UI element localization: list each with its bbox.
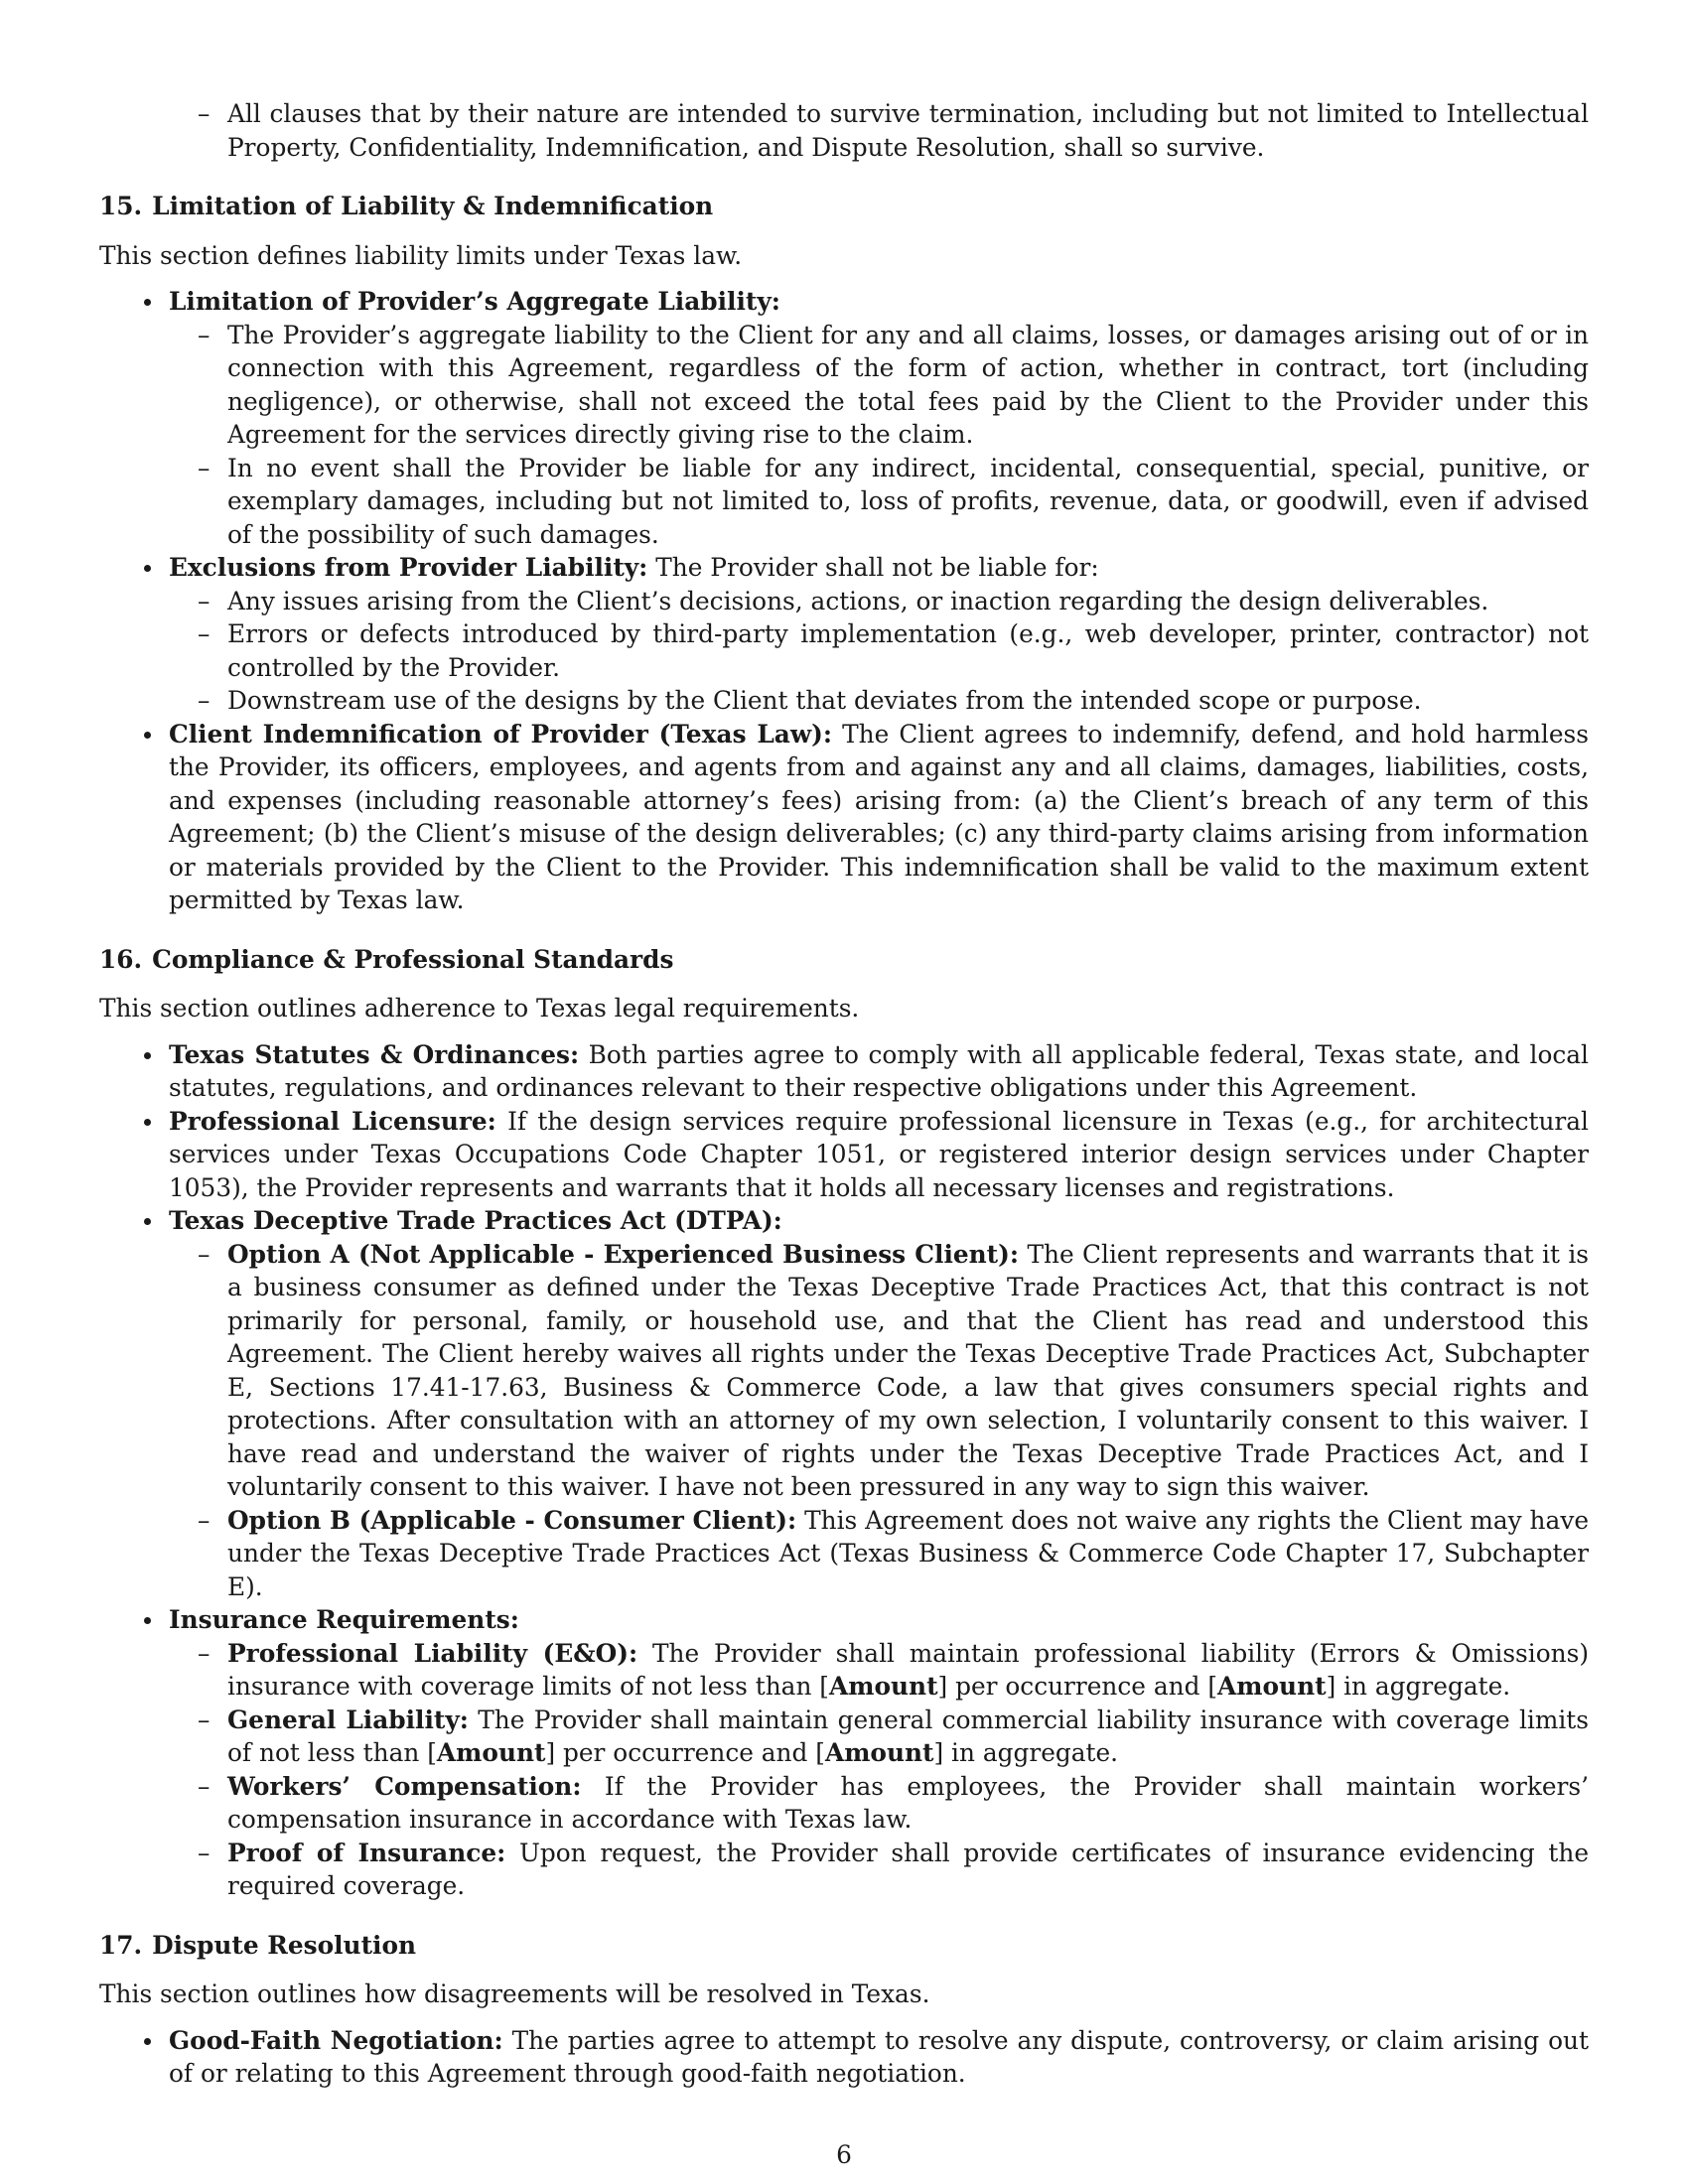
section-15-intro: This section defines liability limits under Texas law. xyxy=(99,240,743,270)
section-17-list xyxy=(99,2024,1589,2091)
item-label: Professional Licensure: xyxy=(169,1106,496,1136)
option-text: The Client represents and warrants that it is a business consumer as defined under the Texas Deceptive Trade Practices Act, that this contract is not primarily for personal, family, or household use, and that the Client has read and understood this Agreement. The Client hereby waives all rights under the Texas Deceptive Trade Practices Act, Subchapter E, Sections 17.41-17.63, Business & Commerce Code, a law that gives consumers special rights and protections. After consultation with an attorney of my own selection, I voluntarily consent to this waiver. I have read and understand the waiver of rights under the Texas Deceptive Trade Practices Act, and I voluntarily consent to this waiver. I have not been pressured in any way to sign this waiver. xyxy=(227,1239,1589,1501)
list-item xyxy=(169,551,1589,718)
section-16-heading xyxy=(99,943,1589,977)
sub-list xyxy=(169,1238,1589,1604)
insurance-text: The Provider shall maintain general commercial liability insurance with coverage limits of not less than [ xyxy=(227,1705,1589,1767)
section-title: Compliance & Professional Standards xyxy=(152,944,674,974)
list-item xyxy=(169,1603,1589,1903)
item-text: Both parties agree to comply with all applicable federal, Texas state, and local statutes, regulations, and ordinances relevant to their respective obligations under this Agreement. xyxy=(169,1039,1589,1102)
list-item xyxy=(169,1204,1589,1603)
insurance-text: Upon request, the Provider shall provide certificates of insurance evidencing the required coverage. xyxy=(227,1838,1589,1900)
item-label: Exclusions from Provider Liability: xyxy=(169,553,648,582)
item-label: Insurance Requirements: xyxy=(169,1605,519,1634)
item-label: Texas Statutes & Ordinances: xyxy=(169,1039,580,1069)
sub-item xyxy=(227,1704,1589,1770)
option-label: Option B (Applicable - Consumer Client): xyxy=(227,1505,797,1535)
sub-item: – Any issues arising from the Client’s decisions, actions, or inaction regarding the design deliverables. xyxy=(227,585,1589,618)
sub-list xyxy=(169,585,1589,718)
item-label: Texas Deceptive Trade Practices Act (DTPA): xyxy=(169,1206,782,1235)
item-label: Client Indemnification of Provider (Texas Law): xyxy=(169,719,833,749)
item-text: The Provider shall not be liable for: xyxy=(655,553,1099,582)
section-15-heading xyxy=(99,190,1589,223)
insurance-text: ] in aggregate. xyxy=(1326,1672,1511,1701)
insurance-text: ] in aggregate. xyxy=(933,1738,1119,1767)
list-item xyxy=(169,2024,1589,2091)
sub-list xyxy=(169,319,1589,552)
survival-clause: – All clauses that by their nature are intended to survive termination, including but not limited to Intellectual Property, Confidentiality, Indemnification, and Dispute Resolution, shall so survive. xyxy=(227,97,1589,164)
sub-item xyxy=(227,1770,1589,1837)
section-number: 16. xyxy=(99,944,143,974)
amount-placeholder: Amount xyxy=(829,1672,938,1701)
amount-placeholder: Amount xyxy=(1217,1672,1327,1701)
section-16-intro: This section outlines adherence to Texas legal requirements. xyxy=(99,994,860,1023)
amount-placeholder: Amount xyxy=(436,1738,546,1767)
insurance-label: Professional Liability (E&O): xyxy=(227,1638,638,1668)
sub-item xyxy=(227,1637,1589,1704)
item-label: Good-Faith Negotiation: xyxy=(169,2025,503,2055)
sub-item: – Downstream use of the designs by the Client that deviates from the intended scope or purpose. xyxy=(227,684,1589,718)
section-17-intro: This section outlines how disagreements will be resolved in Texas. xyxy=(99,1979,930,2008)
insurance-text: If the Provider has employees, the Provider shall maintain workers’ compensation insurance in accordance with Texas law. xyxy=(227,1771,1589,1834)
item-text: The parties agree to attempt to resolve any dispute, controversy, or claim arising out of or relating to this Agreement through good-faith negotiation. xyxy=(169,2025,1589,2088)
amount-placeholder: Amount xyxy=(824,1738,934,1767)
list-item xyxy=(169,285,1589,551)
section-title: Dispute Resolution xyxy=(152,1930,417,1960)
item-label: Limitation of Provider’s Aggregate Liability: xyxy=(169,287,780,316)
sub-item xyxy=(227,1504,1589,1604)
insurance-text: The Provider shall maintain professional liability (Errors & Omissions) insurance with coverage limits of not less than [ xyxy=(227,1638,1589,1701)
list-item xyxy=(169,1038,1589,1105)
section-number: 17. xyxy=(99,1930,143,1960)
insurance-label: General Liability: xyxy=(227,1705,469,1734)
item-text: The Client agrees to indemnify, defend, and hold harmless the Provider, its officers, employees, and agents from and against any and all claims, damages, liabilities, costs, and expenses (including reasonable attorney’s fees) arising from: (a) the Client’s breach of any term of this Agreement; (b) the Client’s misuse of the design deliverables; (c) any third-party claims arising from information or materials provided by the Client to the Provider. This indemnification shall be valid to the maximum extent permitted by Texas law. xyxy=(169,719,1589,914)
sub-item: – The Provider’s aggregate liability to the Client for any and all claims, losses, or damages arising out of or in connection with this Agreement, regardless of the form of action, whether in contract, tort (including negligence), or otherwise, shall not exceed the total fees paid by the Client to the Provider under this Agreement for the services directly giving rise to the claim. xyxy=(227,319,1589,452)
insurance-text: ] per occurrence and [ xyxy=(545,1738,825,1767)
insurance-label: Proof of Insurance: xyxy=(227,1838,506,1867)
sub-item: – Errors or defects introduced by third-party implementation (e.g., web developer, printer, contractor) not controlled by the Provider. xyxy=(227,617,1589,684)
section-title: Limitation of Liability & Indemnification xyxy=(152,192,714,220)
item-text: If the design services require professional licensure in Texas (e.g., for architectural services under Texas Occupations Code Chapter 1051, or registered interior design services under Chapter 1053), the Provider represents and warrants that it holds all necessary licenses and registrations. xyxy=(169,1106,1589,1202)
insurance-text: ] per occurrence and [ xyxy=(937,1672,1218,1701)
section-17-heading xyxy=(99,1929,1589,1963)
insurance-label: Workers’ Compensation: xyxy=(227,1771,582,1801)
section-16-list xyxy=(99,1038,1589,1903)
document-page xyxy=(99,97,1589,2091)
section-15-list xyxy=(99,285,1589,917)
sub-item: – In no event shall the Provider be liable for any indirect, incidental, consequential, special, punitive, or exemplary damages, including but not limited to, loss of profits, revenue, data, or goodwill, even if advised of the possibility of such damages. xyxy=(227,452,1589,552)
option-text: This Agreement does not waive any rights the Client may have under the Texas Deceptive Trade Practices Act (Texas Business & Commerce Code Chapter 17, Subchapter E). xyxy=(227,1505,1589,1601)
list-item xyxy=(169,1105,1589,1205)
option-label: Option A (Not Applicable - Experienced Business Client): xyxy=(227,1239,1020,1269)
list-item xyxy=(169,718,1589,917)
sub-item xyxy=(227,1238,1589,1504)
sub-item xyxy=(227,1837,1589,1903)
survival-clause-list xyxy=(99,97,1589,164)
sub-list xyxy=(169,1637,1589,1903)
section-number: 15. xyxy=(99,192,143,220)
page-number: 6 xyxy=(836,2140,852,2169)
